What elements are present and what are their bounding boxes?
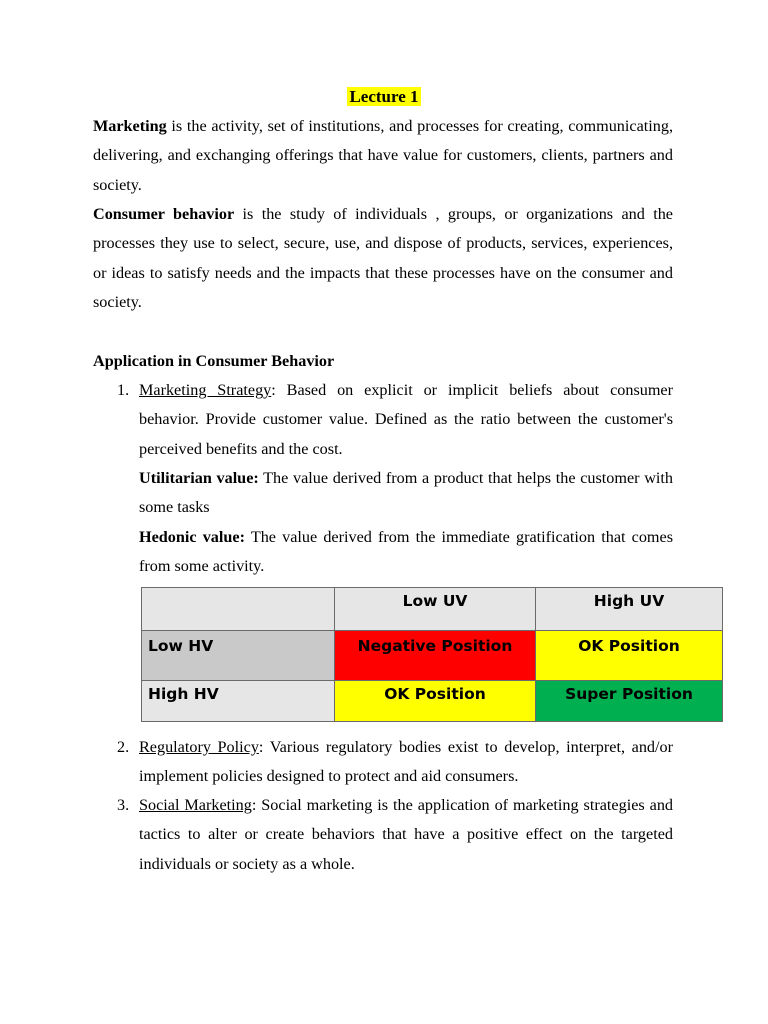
marketing-term: Marketing <box>93 117 167 135</box>
item-text: : Various regulatory bodies exist to develop, interpret, and/or implement policies designed to protect and aid consumers. <box>139 738 673 786</box>
consumer-behavior-definition <box>93 200 673 317</box>
matrix-col-header: High UV <box>536 588 723 631</box>
section-heading: Application in Consumer Behavior <box>93 352 335 370</box>
matrix-cell-ok: OK Position <box>536 631 723 681</box>
matrix-cell-ok: OK Position <box>335 681 536 722</box>
consumer-behavior-text: is the study of individuals , groups, or organizations and the processes they use to select, secure, use, and dispose of products, services, experiences, or ideas to satisfy needs and the impacts that these processes have on the consumer and society. <box>93 205 673 311</box>
marketing-definition <box>93 112 673 200</box>
matrix-cell-super: Super Position <box>536 681 723 722</box>
item-number: 2. <box>117 738 130 756</box>
page-title: Lecture 1 <box>349 87 419 106</box>
marketing-text: is the activity, set of institutions, and processes for creating, communicating, delivering, and exchanging offerings that have value for customers, clients, partners and society. <box>93 117 673 194</box>
item-text: : Social marketing is the application of marketing strategies and tactics to alter or create behaviors that have a positive effect on the targeted individuals or society as a whole. <box>139 796 674 873</box>
item-term: Marketing Strategy <box>139 381 272 399</box>
utilitarian-value-definition <box>139 464 673 523</box>
item-number: 1. <box>117 381 130 399</box>
matrix-col-header: Low UV <box>335 588 536 631</box>
item-number: 3. <box>117 796 130 814</box>
hedonic-value-definition <box>139 523 673 582</box>
utilitarian-text: The value derived from a product that helps the customer with some tasks <box>139 469 673 517</box>
list-item-marketing-strategy <box>139 376 673 464</box>
table-row <box>142 681 723 722</box>
list-item-regulatory-policy <box>139 733 673 792</box>
matrix-cell-negative: Negative Position <box>335 631 536 681</box>
item-text: : Based on explicit or implicit beliefs about consumer behavior. Provide customer value. Defined as the ratio between the customer's perceived benefits and the cost. <box>139 381 673 458</box>
table-row <box>142 631 723 681</box>
consumer-behavior-term: Consumer behavior <box>93 205 235 223</box>
item-term: Social Marketing <box>139 796 252 814</box>
hedonic-text: The value derived from the immediate gratification that comes from some activity. <box>139 528 673 576</box>
matrix-row-header: Low HV <box>142 631 335 681</box>
title-container <box>0 86 768 108</box>
table-row <box>142 588 723 631</box>
utilitarian-term: Utilitarian value: <box>139 469 259 487</box>
list-item-social-marketing <box>139 791 673 879</box>
hedonic-term: Hedonic value: <box>139 528 245 546</box>
matrix-row-header: High HV <box>142 681 335 722</box>
value-matrix-table <box>141 587 723 722</box>
item-term: Regulatory Policy <box>139 738 259 756</box>
matrix-corner-cell <box>142 588 335 631</box>
